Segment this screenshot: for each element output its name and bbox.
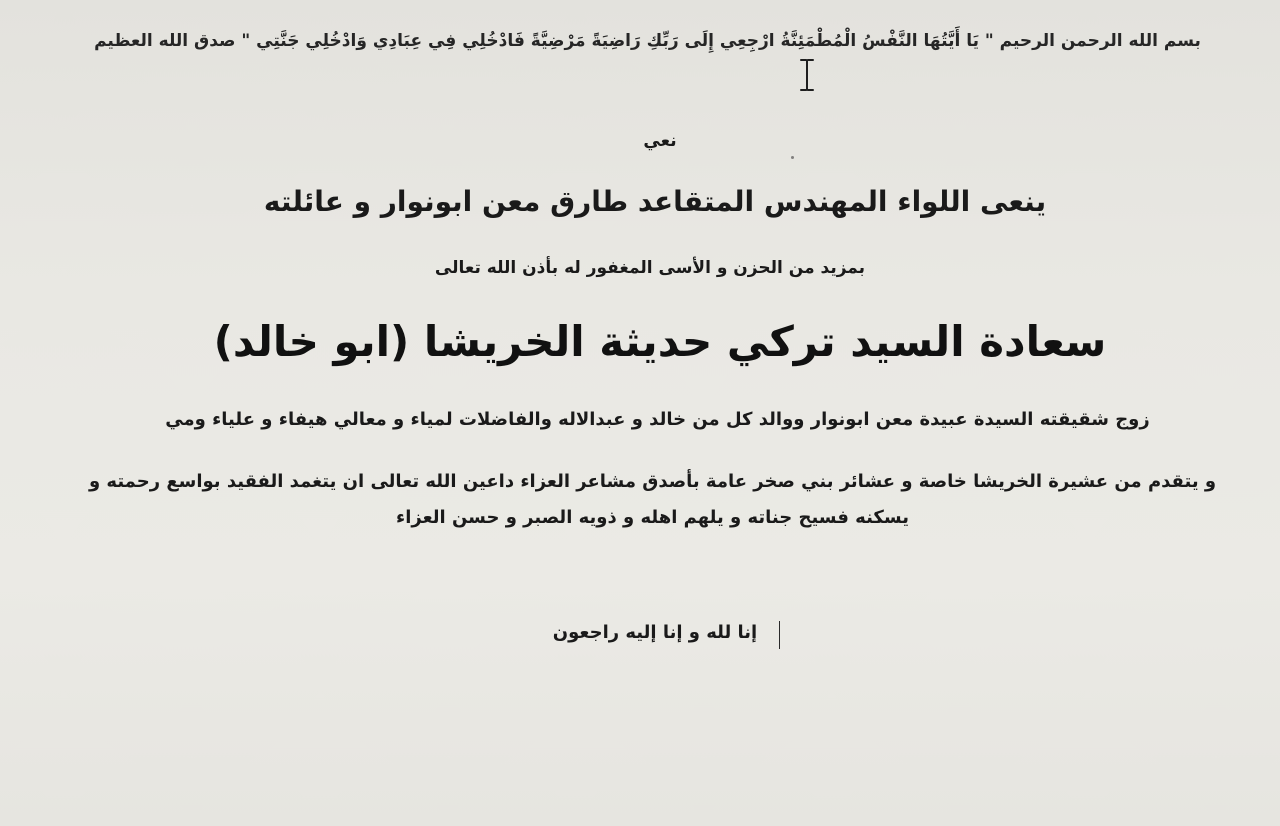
text-caret <box>779 621 780 649</box>
relations-paragraph: زوج شقيقته السيدة عبيدة معن ابونوار ووالد كل من خالد و عبدالاله والفاضلات لمياء و معالي هيفاء و علياء ومي <box>165 409 1150 430</box>
closing-line: إنا لله و إنا إليه راجعون <box>552 622 758 643</box>
sorrow-line: بمزيد من الحزن و الأسى المغفور له بأذن الله تعالى <box>434 258 866 278</box>
heading-naei: نعي <box>643 131 677 151</box>
dust-speck <box>791 156 794 159</box>
quran-verse: بسم الله الرحمن الرحيم " يَا أَيَّتُهَا النَّفْسُ الْمُطْمَئِنَّةُ ارْجِعِي إِلَى رَبِّكِ رَاضِيَةً مَرْضِيَّةً فَادْخُلِي فِي عِبَادِي وَادْخُلِي جَنَّتِي " صدق الله العظيم <box>94 31 1201 51</box>
announcer-line: ينعى اللواء المهندس المتقاعد طارق معن ابونوار و عائلته <box>263 185 1047 218</box>
deceased-name: سعادة السيد تركي حديثة الخريشا (ابو خالد) <box>213 317 1107 366</box>
gratitude-paragraph: و يتقدم من عشيرة الخريشا خاصة و عشائر بني صخر عامة بأصدق مشاعر العزاء داعين الله تعالى ان يتغمد الفقيد بواسع رحمته و يسكنه فسيح جناته و يلهم اهله و ذويه الصبر و حسن العزاء <box>88 471 1217 528</box>
i-beam-cursor-icon <box>797 58 817 92</box>
